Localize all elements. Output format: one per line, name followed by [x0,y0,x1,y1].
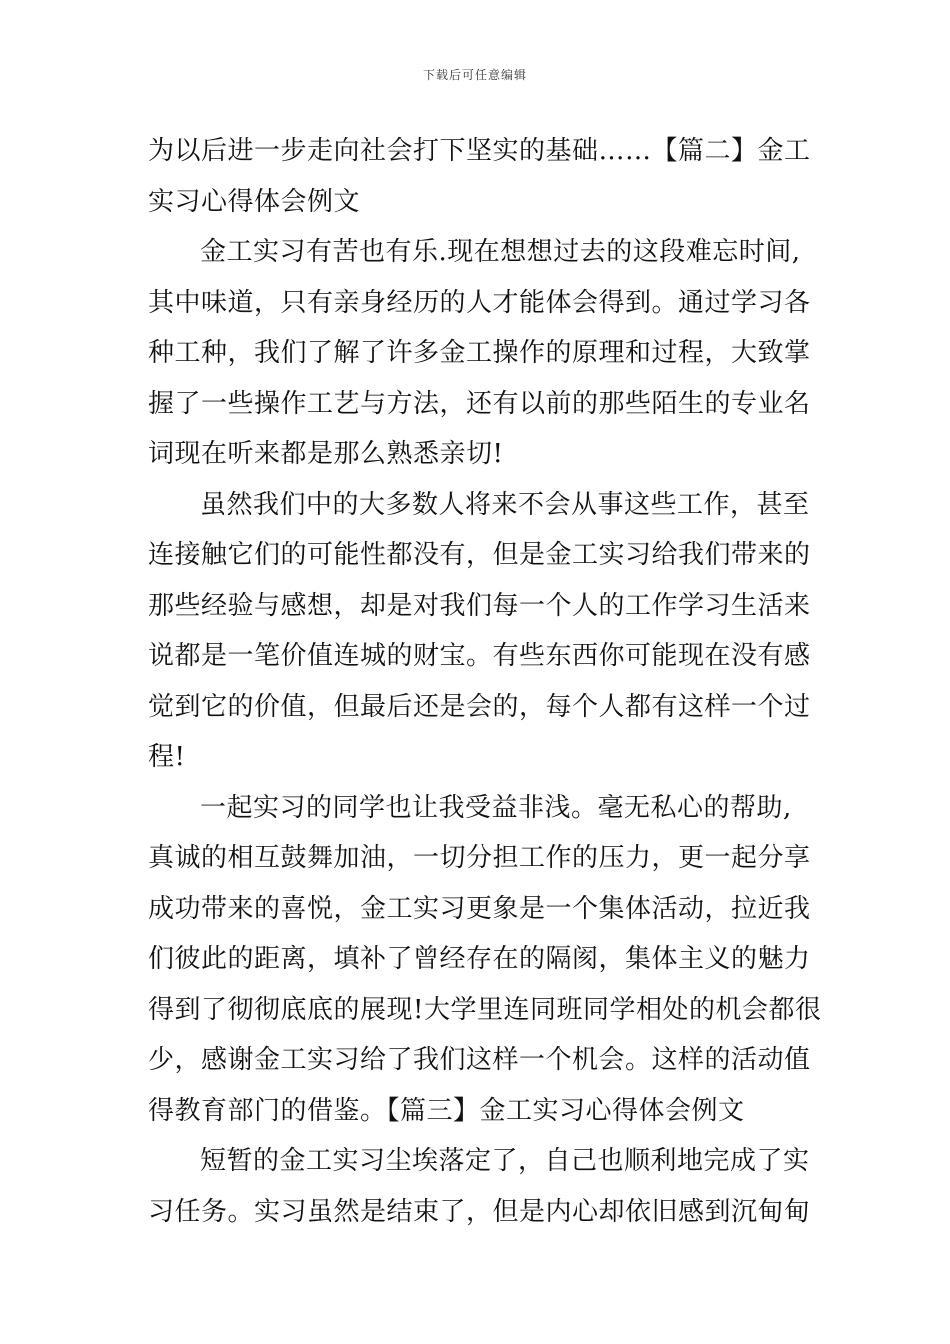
text-line: 短暂的金工实习尘埃落定了，自己也顺利地完成了实 [200,1146,810,1176]
text-line: 虽然我们中的大多数人将来不会从事这些工作，甚至 [200,489,810,520]
text-line: 金工实习有苦也有乐.现在想想过去的这段难忘时间, [200,237,801,267]
text-line: 觉到它的价值，但最后还是会的，每个人都有这样一个过 [148,691,811,722]
text-line: 程! [148,742,186,772]
text-line: 一起实习的同学也让我受益非浅。毫无私心的帮助, [200,792,792,823]
text-line: 为以后进一步走向社会打下坚实的基础……【篇二】金工 [148,136,811,166]
text-line: 其中味道，只有亲身经历的人才能体会得到。通过学习各 [148,287,811,318]
text-line: 得教育部门的借鉴。【篇三】金工实习心得体会例文 [148,1095,745,1126]
text-line: 那些经验与感想，却是对我们每一个人的工作学习生活来 [148,590,811,621]
document-body [148,126,822,1237]
text-line: 种工种，我们了解了许多金工操作的原理和过程，大致掌 [148,338,811,368]
text-line: 握了一些操作工艺与方法，还有以前的那些陌生的专业名 [148,388,811,419]
text-line: 少，感谢金工实习给了我们这样一个机会。这样的活动值 [148,1045,811,1075]
text-line: 真诚的相互鼓舞加油，一切分担工作的压力，更一起分享 [148,843,811,873]
text-line: 实习心得体会例文 [148,186,361,217]
text-line: 说都是一笔价值连城的财宝。有些东西你可能现在没有感 [148,641,811,671]
header-note: 下载后可任意编辑 [422,68,527,82]
text-line: 们彼此的距离，填补了曾经存在的隔阂，集体主义的魅力 [148,944,811,974]
text-line: 习任务。实习虽然是结束了，但是内心却依旧感到沉甸甸 [148,1196,811,1227]
text-line: 连接触它们的可能性都没有，但是金工实习给我们带来的 [148,540,811,570]
text-line: 得到了彻彻底底的展现!大学里连同班同学相处的机会都很 [148,994,822,1025]
text-line: 词现在听来都是那么熟悉亲切! [148,439,504,469]
text-line: 成功带来的喜悦，金工实习更象是一个集体活动，拉近我 [148,893,811,924]
